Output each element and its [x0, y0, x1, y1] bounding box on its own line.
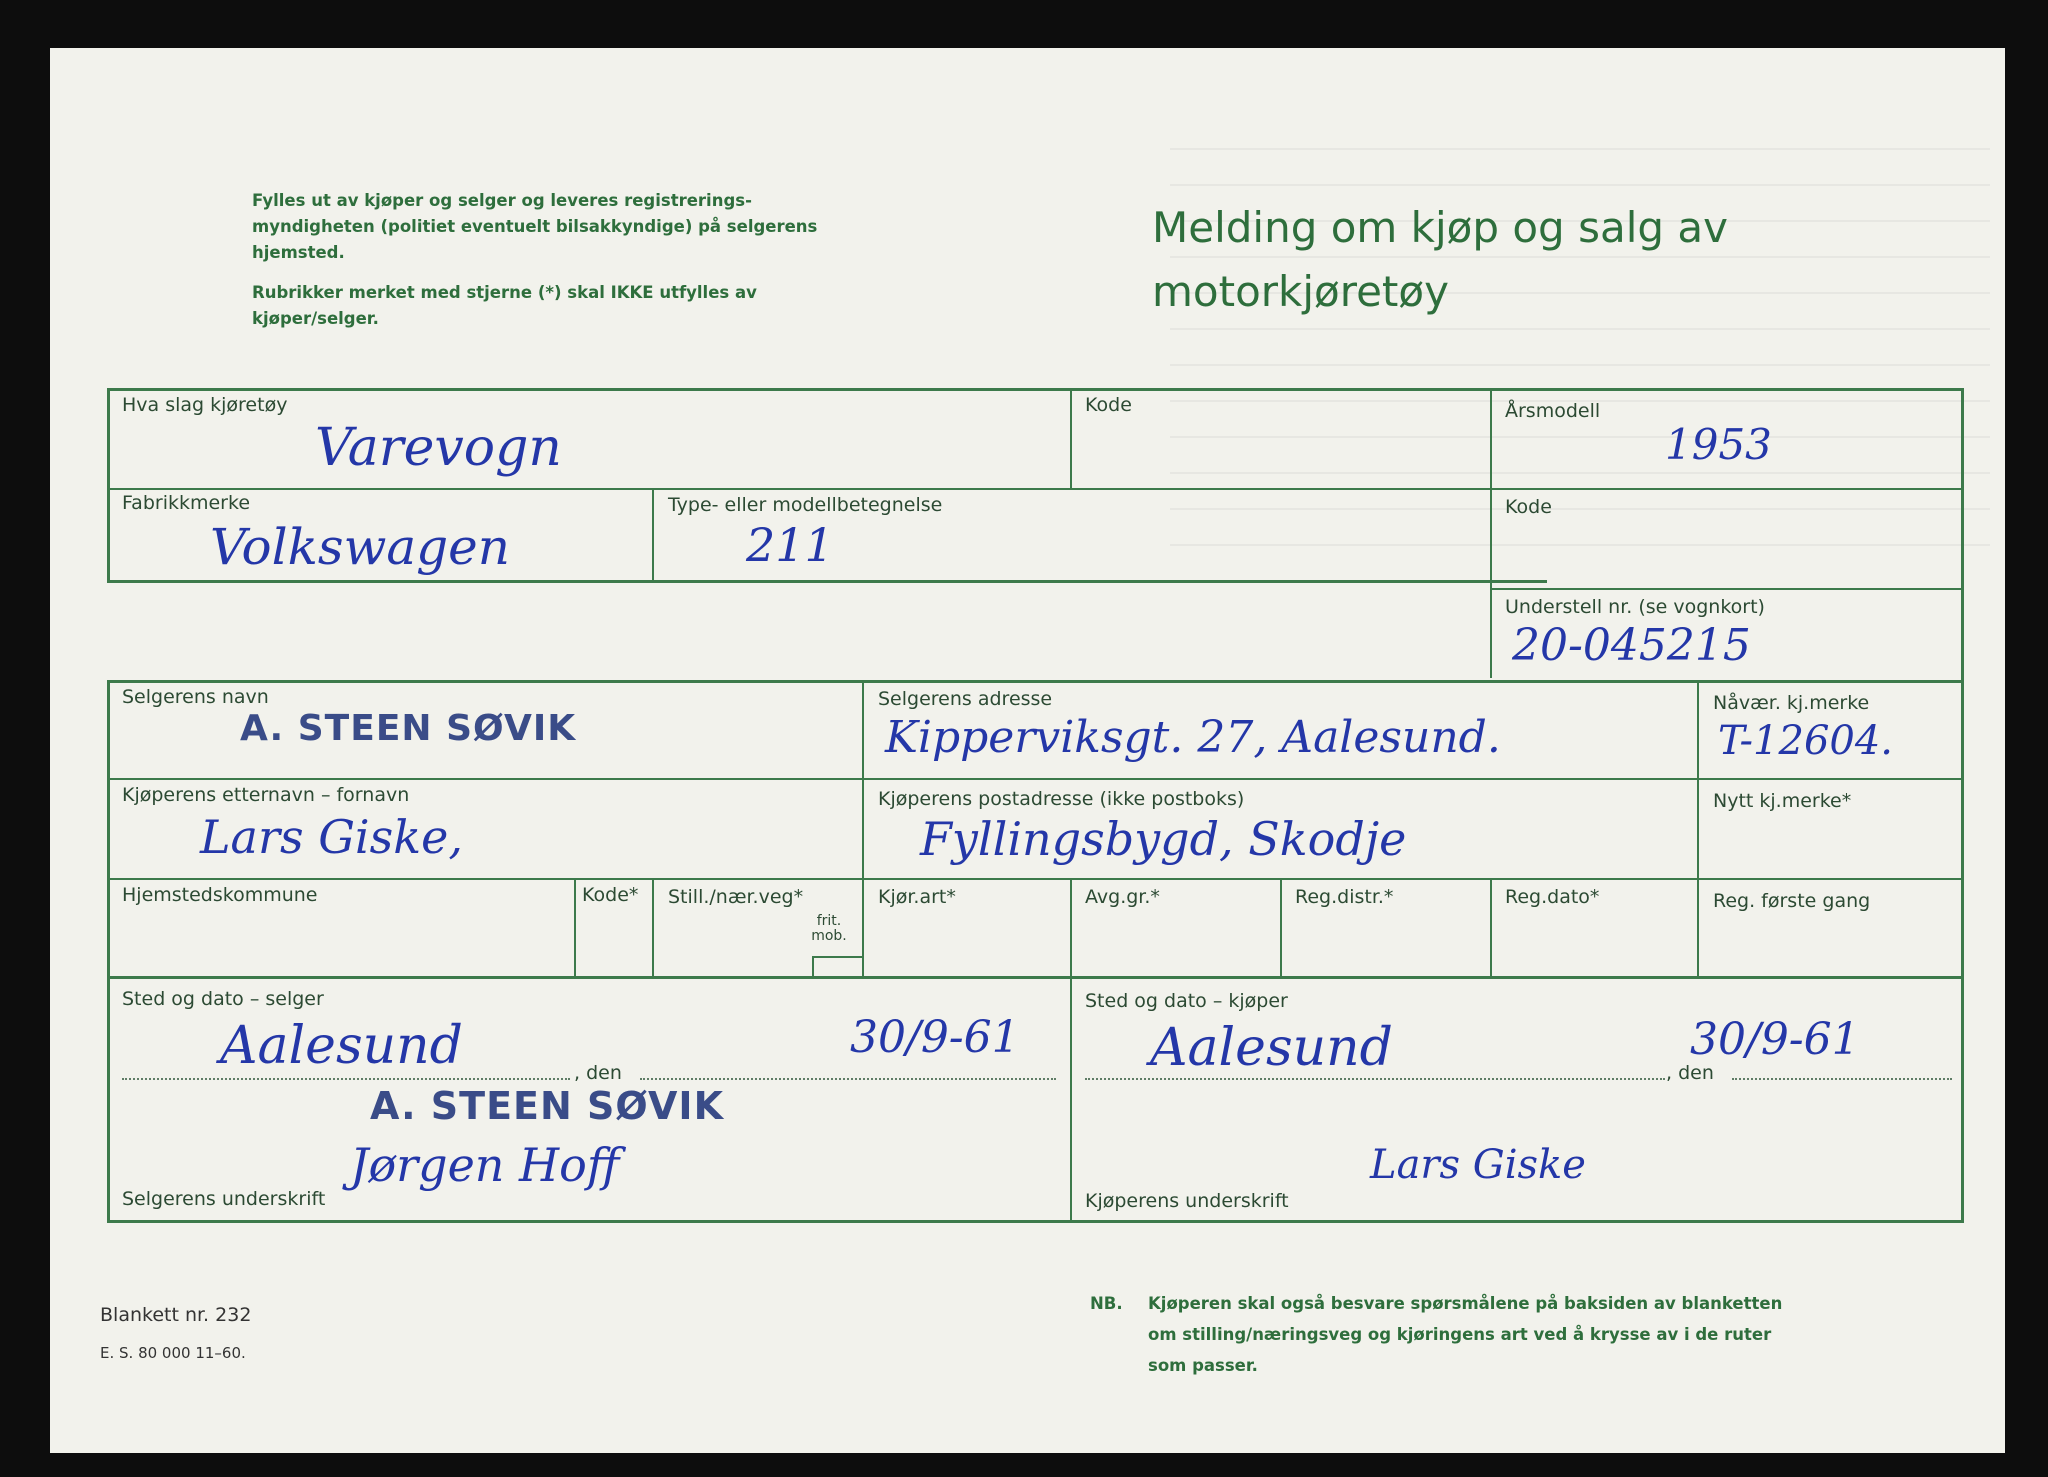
rule [107, 488, 1963, 490]
buyer-name-label: Kjøperens etternavn – fornavn [122, 784, 410, 806]
buyer-place-dotted-line [1085, 1078, 1665, 1080]
occupation-sub-label: frit. mob. [811, 913, 847, 944]
occupation-label: Still./nær.veg* [668, 886, 804, 908]
buyer-den-label: , den [1666, 1062, 1714, 1084]
rule [107, 976, 1963, 979]
rule [107, 580, 1547, 583]
make-value: Volkswagen [210, 518, 510, 576]
rule [652, 488, 654, 582]
rule [107, 680, 110, 1223]
form-title [1152, 196, 1952, 324]
reg-district-label: Reg.distr.* [1295, 886, 1394, 908]
seller-place-value: Aalesund [220, 1016, 463, 1076]
current-plate-value: T-12604. [1718, 718, 1893, 764]
buyer-address-value: Fyllingsbygd, Skodje [920, 812, 1407, 866]
model-year-value: 1953 [1665, 420, 1772, 469]
rule [1070, 388, 1072, 488]
seller-address-label: Selgerens adresse [878, 688, 1053, 710]
chassis-value: 20-045215 [1512, 620, 1751, 671]
nb-tag: NB. [1090, 1294, 1123, 1313]
rule [574, 878, 576, 978]
rule [1490, 878, 1492, 978]
seller-signature: Jørgen Hoff [350, 1138, 620, 1192]
code-label: Kode [1085, 394, 1132, 416]
seller-den-label: , den [574, 1062, 622, 1084]
reg-date-label: Reg.dato* [1505, 886, 1600, 908]
buyer-signature-label: Kjøperens underskrift [1085, 1190, 1289, 1212]
nb-note [1090, 1288, 1810, 1381]
rule [107, 388, 110, 582]
rule [1490, 588, 1963, 590]
model-value: 211 [746, 518, 834, 572]
rule [1961, 388, 1964, 1223]
buyer-signature: Lars Giske [1370, 1142, 1586, 1188]
seller-date-dotted-line [640, 1078, 1056, 1080]
new-plate-label: Nytt kj.merke* [1713, 790, 1852, 812]
code-label-2: Kode [1505, 496, 1552, 518]
code-star-label: Kode* [582, 884, 639, 906]
rule [862, 680, 864, 978]
buyer-date-dotted-line [1732, 1078, 1952, 1080]
rule [107, 778, 1963, 780]
form-number: Blankett nr. 232 [100, 1304, 252, 1326]
rule [1490, 388, 1492, 678]
rule [1280, 878, 1282, 978]
print-code: E. S. 80 000 11–60. [100, 1344, 246, 1362]
place-date-buyer-label: Sted og dato – kjøper [1085, 990, 1288, 1012]
tax-group-label: Avg.gr.* [1085, 886, 1160, 908]
rule [107, 1220, 1963, 1223]
rule [1697, 680, 1699, 978]
form-title-line-1: Melding om kjøp og salg av [1152, 203, 1728, 252]
buyer-date-value: 30/9-61 [1690, 1014, 1860, 1065]
form-paper [50, 48, 2005, 1453]
model-year-label: Årsmodell [1505, 400, 1601, 422]
vehicle-type-label: Hva slag kjøretøy [122, 394, 288, 416]
vehicle-type-value: Varevogn [315, 418, 562, 478]
make-label: Fabrikkmerke [122, 492, 251, 514]
instructions [252, 188, 872, 346]
instructions-line-1: Fylles ut av kjøper og selger og leveres registrerings-myndigheten (politiet eventuelt bilsakkyndige) på selgerens hjemsted. [252, 191, 818, 262]
rule [652, 878, 654, 978]
seller-signature-label: Selgerens underskrift [122, 1188, 326, 1210]
seller-name-label: Selgerens navn [122, 686, 269, 708]
seller-place-dotted-line [122, 1078, 570, 1080]
buyer-name-value: Lars Giske, [200, 810, 463, 864]
seller-name-stamp: A. STEEN SØVIK [240, 708, 577, 749]
model-label: Type- eller modellbetegnelse [668, 494, 943, 516]
rule [812, 956, 814, 978]
nb-text: Kjøperen skal også besvare spørsmålene på baksiden av blanketten om stilling/næringsveg og kjøringens art ved å krysse av i de ruter som passer. [1148, 1294, 1783, 1375]
driving-type-label: Kjør.art* [878, 886, 956, 908]
current-plate-label: Nåvær. kj.merke [1713, 692, 1870, 714]
rule [107, 680, 1963, 683]
chassis-label: Understell nr. (se vognkort) [1505, 596, 1765, 618]
rule [1070, 878, 1072, 1223]
instructions-line-2: Rubrikker merket med stjerne (*) skal IKKE utfylles av kjøper/selger. [252, 283, 757, 328]
first-reg-label: Reg. første gang [1713, 890, 1871, 912]
place-date-seller-label: Sted og dato – selger [122, 988, 324, 1010]
buyer-place-value: Aalesund [1150, 1018, 1393, 1078]
seller-signature-stamp: A. STEEN SØVIK [370, 1084, 725, 1128]
rule [107, 388, 1963, 391]
rule [812, 956, 862, 958]
buyer-address-label: Kjøperens postadresse (ikke postboks) [878, 788, 1245, 810]
rule [107, 878, 1963, 880]
seller-address-value: Kipperviksgt. 27, Aalesund. [885, 712, 1501, 763]
form-title-line-2: motorkjøretøy [1152, 267, 1449, 316]
municipality-label: Hjemstedskommune [122, 884, 318, 906]
seller-date-value: 30/9-61 [850, 1012, 1020, 1063]
